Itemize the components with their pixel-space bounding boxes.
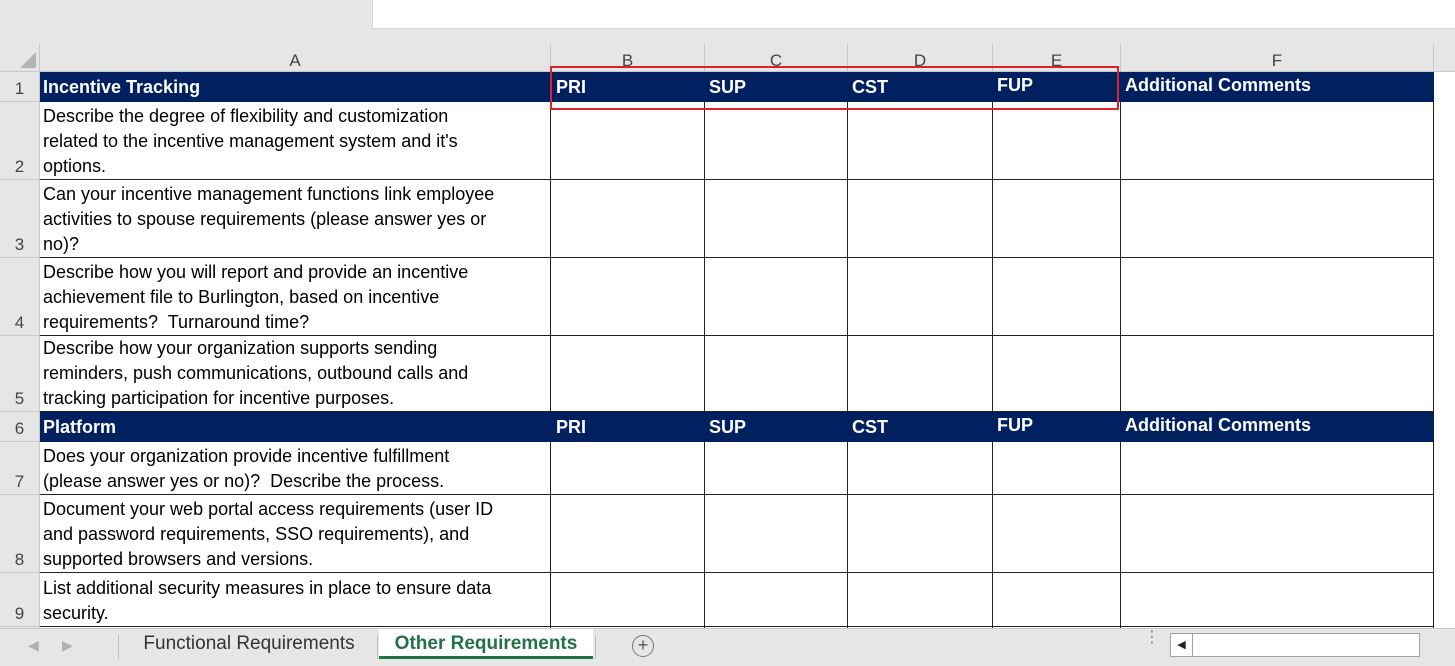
sup-cell[interactable] [705,102,848,180]
header-sup[interactable]: SUP [709,77,747,97]
text-line: supported browsers and versions. [43,549,314,569]
header-fup[interactable]: FUP [997,415,1033,435]
formula-area [0,0,1455,44]
text-line: List additional security measures in place to ensure data [43,578,492,598]
header-pri[interactable]: PRI [556,417,587,437]
cell-text [43,444,449,494]
row-header-7[interactable] [0,442,40,495]
row-number: 1 [14,79,25,98]
text-line: options. [43,156,107,176]
text-line: no)? [43,234,80,254]
horizontal-scrollbar[interactable] [1170,633,1420,657]
row-number: 9 [14,604,25,623]
sheet-tab-bar [0,628,1455,666]
section-title-platform[interactable]: Platform [43,417,117,437]
pri-cell[interactable] [551,442,705,495]
scroll-left-icon[interactable]: ◀ [1171,634,1193,656]
column-header-f[interactable]: F [1121,44,1434,72]
section-header-row[interactable] [40,412,1434,442]
row-number: 6 [14,419,25,438]
header-additional-comments[interactable]: Additional Comments [1125,75,1312,95]
question-cell[interactable] [40,442,551,495]
header-cst[interactable]: CST [852,77,888,97]
sup-cell[interactable] [705,573,848,627]
next-sheet-icon[interactable]: ▶ [62,637,73,653]
cell-text [43,260,468,335]
cst-cell[interactable] [848,442,993,495]
column-header-g[interactable] [1434,44,1455,72]
fup-cell[interactable] [993,336,1121,412]
text-line: related to the incentive management system and it's [43,131,458,151]
tab-divider [595,635,596,659]
cst-cell[interactable] [848,573,993,627]
sup-cell[interactable] [705,442,848,495]
text-line: security. [43,603,109,623]
section-title-incentive-tracking[interactable]: Incentive Tracking [43,77,201,97]
fup-cell[interactable] [993,102,1121,180]
question-cell[interactable] [40,336,551,412]
column-header-d[interactable]: D [848,44,993,72]
sup-cell[interactable] [705,180,848,258]
text-line: (please answer yes or no)? Describe the process. [43,471,445,491]
tab-divider [118,635,119,659]
pri-cell[interactable] [551,102,705,180]
text-line: requirements? Turnaround time? [43,312,310,332]
cst-cell[interactable] [848,102,993,180]
select-all-corner[interactable] [0,44,40,72]
pri-cell[interactable] [551,180,705,258]
row-number: 3 [14,235,25,254]
header-sup[interactable]: SUP [709,417,747,437]
comments-cell[interactable] [1121,258,1434,336]
comments-cell[interactable] [1121,180,1434,258]
pri-cell[interactable] [551,258,705,336]
section-header-row[interactable] [40,72,1434,102]
header-cst[interactable]: CST [852,417,888,437]
fup-cell[interactable] [993,180,1121,258]
select-all-icon [20,52,36,68]
question-cell[interactable] [40,258,551,336]
worksheet-grid[interactable] [0,44,1455,628]
formula-bar-input[interactable] [372,0,1455,29]
row-header-5[interactable] [0,336,40,412]
fup-cell[interactable] [993,495,1121,573]
cell-text [43,497,493,572]
comments-cell[interactable] [1121,442,1434,495]
header-additional-comments[interactable]: Additional Comments [1125,415,1312,435]
pri-cell[interactable] [551,495,705,573]
text-line: reminders, push communications, outbound calls and [43,363,469,383]
tab-other-requirements[interactable]: Other Requirements [379,629,593,659]
cst-cell[interactable] [848,336,993,412]
row-header-6[interactable] [0,412,40,442]
text-line: Does your organization provide incentive fulfillment [43,446,450,466]
row-header-4[interactable] [0,258,40,336]
column-header-e[interactable]: E [993,44,1121,72]
text-line: Can your incentive management functions link employee [43,184,495,204]
text-line: Document your web portal access requirements (user ID [43,499,494,519]
text-line: tracking participation for incentive purposes. [43,388,395,408]
text-line: Describe how you will report and provide an incentive [43,262,469,282]
comments-cell[interactable] [1121,336,1434,412]
prev-sheet-icon[interactable]: ◀ [28,637,39,653]
text-line: Describe the degree of flexibility and customization [43,106,449,126]
row-header-8[interactable] [0,495,40,573]
fup-cell[interactable] [993,573,1121,627]
column-header-c[interactable]: C [705,44,848,72]
comments-cell[interactable] [1121,102,1434,180]
pri-cell[interactable] [551,573,705,627]
row-number: 8 [14,550,25,569]
header-fup[interactable]: FUP [997,75,1033,95]
comments-cell[interactable] [1121,495,1434,573]
row-number: 7 [14,472,25,491]
row-header-1[interactable] [0,72,40,102]
column-header-b[interactable]: B [551,44,705,72]
tab-split-handle-icon[interactable]: ⋮ [1144,629,1160,646]
question-cell[interactable] [40,102,551,180]
cst-cell[interactable] [848,258,993,336]
row-header-9[interactable] [0,573,40,627]
question-cell[interactable] [40,495,551,573]
text-line: activities to spouse requirements (please answer yes or [43,209,487,229]
pri-cell[interactable] [551,336,705,412]
text-line: Describe how your organization supports sending [43,338,438,358]
cell-text [43,182,494,257]
row-number: 5 [14,389,25,408]
row-header-3[interactable] [0,180,40,258]
header-pri[interactable]: PRI [556,77,587,97]
cell-text [43,576,491,626]
fup-cell[interactable] [993,258,1121,336]
row-number: 4 [14,313,25,332]
text-line: and password requirements, SSO requirements), and [43,524,470,544]
cst-cell[interactable] [848,495,993,573]
cst-cell[interactable] [848,180,993,258]
tab-functional-requirements[interactable]: Functional Requirements [143,633,355,654]
cell-text [43,104,458,179]
row-header-2[interactable] [0,102,40,180]
question-cell[interactable] [40,573,551,627]
fup-cell[interactable] [993,442,1121,495]
sup-cell[interactable] [705,336,848,412]
text-line: achievement file to Burlington, based on incentive [43,287,440,307]
comments-cell[interactable] [1121,573,1434,627]
sup-cell[interactable] [705,495,848,573]
tab-divider [377,635,378,659]
cell-text [43,336,468,411]
row-number: 2 [14,157,25,176]
add-sheet-icon[interactable]: + [632,635,654,657]
column-header-a[interactable]: A [40,44,551,72]
sup-cell[interactable] [705,258,848,336]
question-cell[interactable] [40,180,551,258]
